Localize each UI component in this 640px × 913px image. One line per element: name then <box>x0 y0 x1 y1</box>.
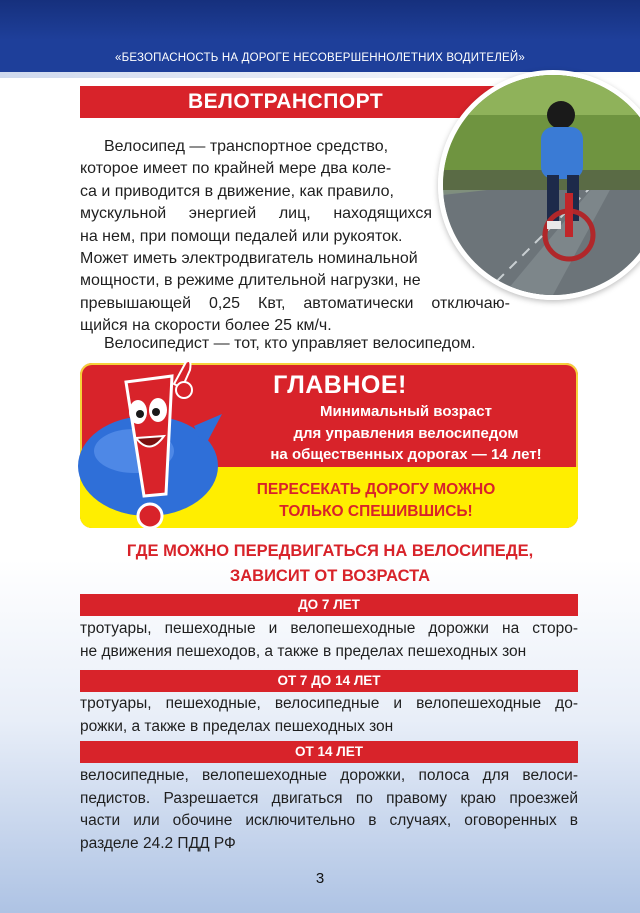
paragraph-line: мускульной энергией лиц, находящихся <box>80 205 432 223</box>
description-line: тротуары, пешеходные, велосипедные и велопешеходные до- <box>80 695 578 712</box>
bicycle-definition-paragraph <box>80 136 510 338</box>
main-heading: ГЛАВНОЕ! <box>273 371 407 399</box>
age-line: на общественных дорогах — 14 лет! <box>270 446 542 463</box>
crossing-line: ПЕРЕСЕКАТЬ ДОРОГУ МОЖНО <box>256 481 496 498</box>
paragraph-line: са и приводится в движение, как правило, <box>80 182 394 200</box>
minimum-age-text <box>236 401 576 466</box>
age-group-label: ДО 7 ЛЕТ <box>80 594 578 616</box>
paragraph-line: которое имеет по крайней мере два коле- <box>80 160 392 178</box>
paragraph-line: Может иметь электродвигатель номинальной <box>80 250 418 268</box>
description-line: разделе 24.2 ПДД РФ <box>80 834 236 852</box>
age-group-description <box>80 693 578 738</box>
description-line: велосипедные, велопешеходные дорожки, полоса для велоси- <box>80 767 578 784</box>
crossing-line: ТОЛЬКО СПЕШИВШИСЬ! <box>279 503 473 520</box>
age-group-description <box>80 765 578 855</box>
paragraph-line: превышающей 0,25 Квт, автоматически отключаю- <box>80 294 510 312</box>
paragraph-line: Велосипед — транспортное средство, <box>104 138 389 155</box>
where-to-ride-title <box>100 539 560 589</box>
description-line: не движения пешеходов, а также в пределах пешеходных зон <box>80 642 527 660</box>
section-title: ВЕЛОТРАНСПОРТ <box>188 90 384 113</box>
where-title-line: ГДЕ МОЖНО ПЕРЕДВИГАТЬСЯ НА ВЕЛОСИПЕДЕ, <box>126 542 534 560</box>
age-group-label: ОТ 14 ЛЕТ <box>80 741 578 763</box>
description-line: рожки, а также в пределах пешеходных зон <box>80 717 394 735</box>
description-line: тротуары, пешеходные и велопешеходные дорожки на сторо- <box>80 620 578 637</box>
section-title-banner <box>80 86 520 118</box>
age-group-description <box>80 618 578 663</box>
paragraph-line: мощности, в режиме длительной нагрузки, не <box>80 272 421 290</box>
header-title: «БЕЗОПАСНОСТЬ НА ДОРОГЕ НЕСОВЕРШЕННОЛЕТНИХ ВОДИТЕЛЕЙ» <box>115 52 525 64</box>
age-line: Минимальный возраст <box>320 403 492 420</box>
paragraph-line: на нем, при помощи педалей или рукояток. <box>80 227 403 245</box>
crossing-rule-text <box>236 479 516 523</box>
age-line: для управления велосипедом <box>293 424 519 442</box>
description-line: части или обочине исключительно в случаях, оговоренных в <box>80 812 578 829</box>
page-number: 3 <box>315 870 325 887</box>
age-group-label: ОТ 7 ДО 14 ЛЕТ <box>80 670 578 692</box>
cyclist-definition: Велосипедист — тот, кто управляет велосипедом. <box>104 335 476 352</box>
where-title-line: ЗАВИСИТ ОТ ВОЗРАСТА <box>229 567 431 585</box>
description-line: педистов. Разрешается двигаться по правому краю проезжей <box>80 789 578 807</box>
exclamation-mascot-icon <box>74 356 244 534</box>
paragraph-line: щийся на скорости более 25 км/ч. <box>80 317 332 335</box>
